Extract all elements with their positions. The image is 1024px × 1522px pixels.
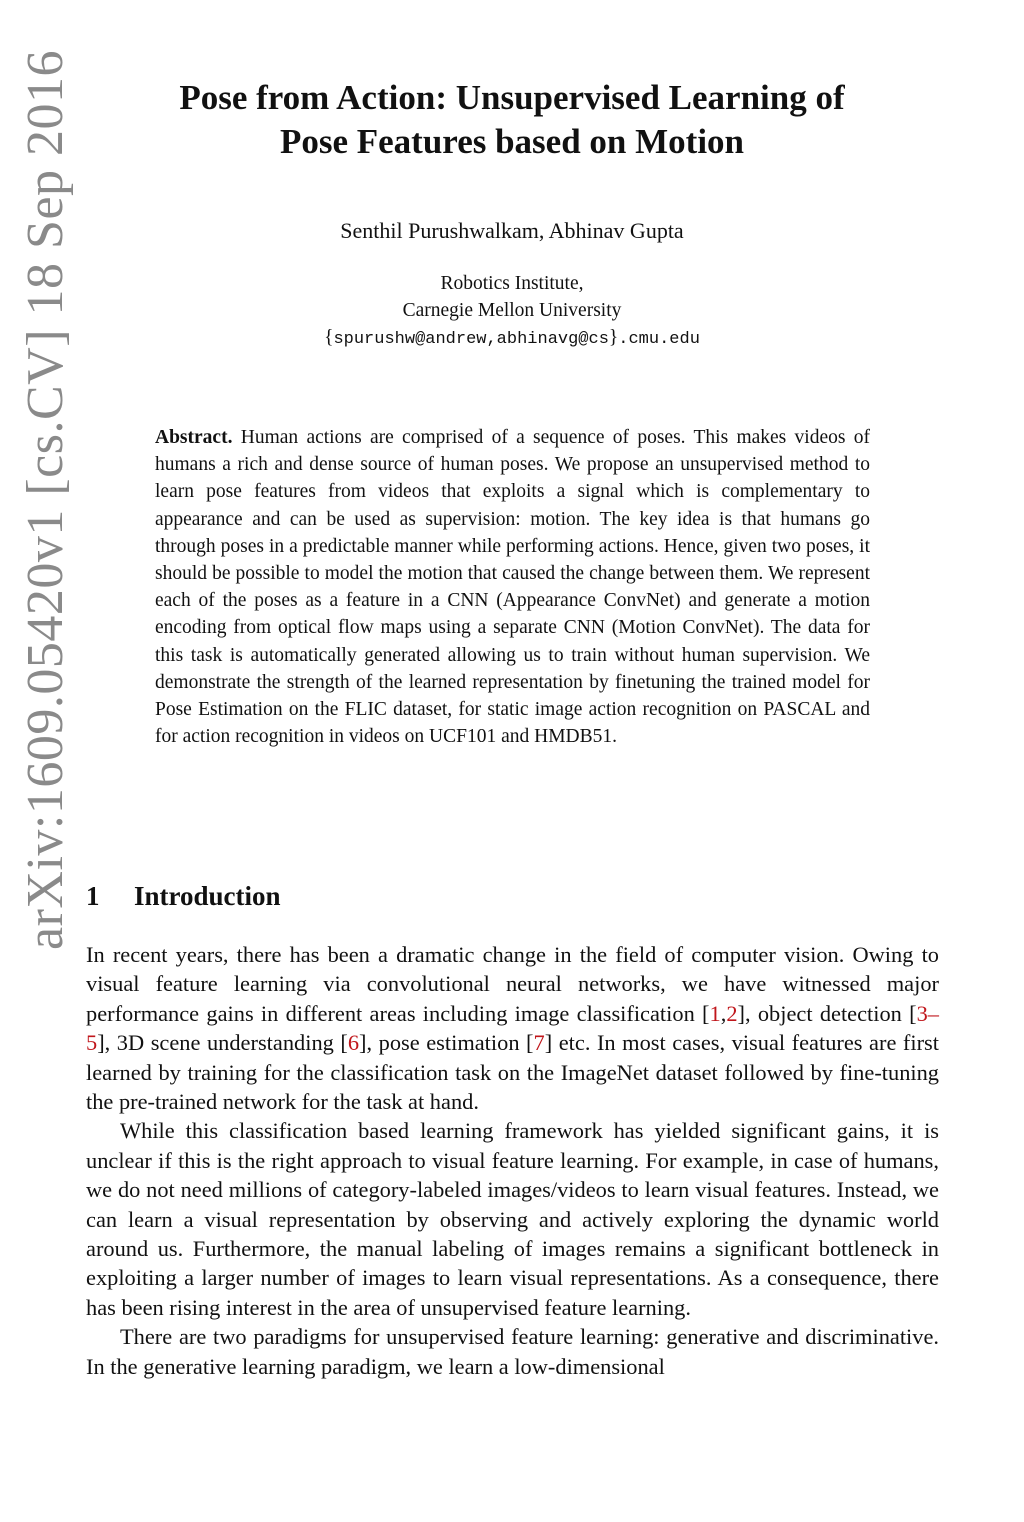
affiliation-line-2: Carnegie Mellon University <box>402 300 622 321</box>
citation-6[interactable]: 6 <box>347 1030 360 1056</box>
section-title: Introduction <box>134 881 281 911</box>
arxiv-identifier: arXiv:1609.05420v1 [cs.CV] 18 Sep 2016 <box>17 49 74 950</box>
citation-3-5[interactable]: 3–5 <box>86 1000 939 1056</box>
paragraph-1-text-b: ], object detection [ <box>737 1000 917 1026</box>
title-line-2: Pose Features based on Motion <box>279 122 745 161</box>
paper-title <box>86 76 938 164</box>
citation-separator: , <box>720 1000 727 1026</box>
title-line-1: Pose from Action: Unsupervised Learning of <box>179 78 845 117</box>
paragraph-1-text-c: ], 3D scene understanding [ <box>97 1030 348 1056</box>
paragraph-1-text-a: In recent years, there has been a dramatic change in the field of computer vision. Owing to visual feature learning via convolutional neural networks, we have witnessed major performance gains in different areas including image classification [ <box>86 942 939 1026</box>
abstract-text: Human actions are comprised of a sequence of poses. This makes videos of humans a rich and dense source of human poses. We propose an unsupervised method to learn pose features from videos that exploits a signal which is complementary to appearance and can be used as supervision: motion. The key idea is that humans go through poses in a predictable manner while performing actions. Hence, given two poses, it should be possible to model the motion that caused the change between them. We represent each of the poses as a feature in a CNN (Appearance ConvNet) and generate a motion encoding from optical flow maps using a separate CNN (Motion ConvNet). The data for this task is automatically generated allowing us to train without human supervision. We demonstrate the strength of the learned representation by finetuning the trained model for Pose Estimation on the FLIC dataset, for static image action recognition on PASCAL and for action recognition in videos on UCF101 and HMDB51. <box>155 427 870 748</box>
paragraph-1 <box>86 940 939 1116</box>
email-users: spurushw@andrew,abhinavg@cs <box>333 330 609 349</box>
introduction-body <box>86 940 939 1381</box>
citation-1[interactable]: 1 <box>709 1000 721 1026</box>
paragraph-1-text-e: ] etc. In most cases, visual features are first learned by training for the classification task on the ImageNet dataset followed by fine-tuning the pre-trained network for the task at hand. <box>86 1030 939 1115</box>
email-brace-open: { <box>324 327 334 348</box>
section-number: 1 <box>86 881 100 911</box>
affiliation <box>86 270 938 353</box>
section-heading <box>86 877 686 915</box>
email-domain: .cmu.edu <box>618 330 700 349</box>
email <box>86 324 938 353</box>
abstract <box>155 424 870 750</box>
paragraph-3: There are two paradigms for unsupervised feature learning: generative and discriminative. In the generative learning paradigm, we learn a low-dimensional <box>86 1324 939 1379</box>
paragraph-1-text-d: ], pose estimation [ <box>359 1030 534 1056</box>
email-brace-close: } <box>608 327 619 348</box>
abstract-label: Abstract. <box>155 427 233 448</box>
citation-2[interactable]: 2 <box>726 1000 738 1026</box>
authors: Senthil Purushwalkam, Abhinav Gupta <box>340 218 684 243</box>
citation-7[interactable]: 7 <box>533 1030 545 1056</box>
paragraph-2: While this classification based learning framework has yielded significant gains, it is unclear if this is the right approach to visual feature learning. For example, in case of humans, we do not need millions of category-labeled images/videos to learn visual features. Instead, we can learn a visual representation by observing and actively exploring the dynamic world around us. Furthermore, the manual labeling of images remains a significant bottleneck in exploiting a larger number of images to learn visual representations. As a consequence, there has been rising interest in the area of unsupervised feature learning. <box>86 1118 939 1320</box>
affiliation-line-1: Robotics Institute, <box>440 273 584 294</box>
